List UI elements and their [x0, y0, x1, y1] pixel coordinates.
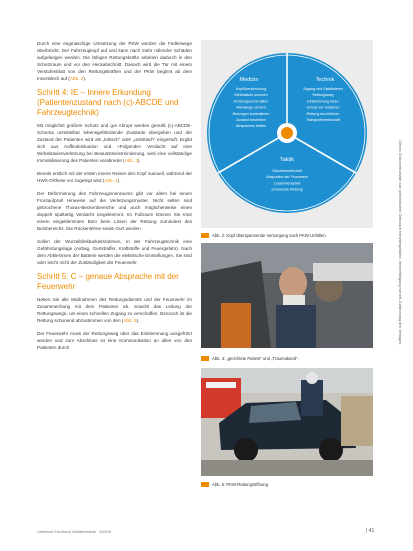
rescuer-arm	[221, 303, 251, 348]
diagram-item: Transportbereitschaft	[306, 118, 340, 122]
road	[201, 460, 373, 476]
diagram-item: Wirbelsäule schonen	[234, 93, 268, 98]
rescuer	[301, 380, 323, 416]
car-wheel	[234, 438, 258, 462]
caption-marker	[201, 482, 209, 487]
diagram-item: Schutzbereitschaft	[272, 169, 302, 173]
caption-text: Abb. 2: Kopf überspannende Versorgung nach PKW-Unfällen.	[212, 233, 327, 238]
paragraph-1: Durch eine engmaschige Umsetzung der PKW werden die Fedlerwege überbrückt. Der Fahrzeugkopf auf und kann nach mehr rollender Schäden aufgefangen werden. Die fähigen Rettungskräfte arbeiten dadurch in den Schutzraum und vor den Heckabschnitt. Danach wird die Tür mit einem Verstufenblatt von den Rettungskräften und der PKW beginnt ab dem Innenblech auf (Abb. 2).	[37, 41, 192, 81]
figure-ref[interactable]: Abb. 3	[124, 158, 138, 163]
diagram-item: Kopfüberstreckung	[235, 87, 267, 91]
diagram-item: Zugang und Stabilisieren	[303, 87, 343, 91]
diagram-item: Zusammenarbeit	[273, 181, 301, 186]
paragraph-7: Der Feuerwehr muss der Rettungsweg über das Einklemmung ausgeführt werden und zum Abschluss ist eine Kommunikation an allen von den Patienten durch	[37, 331, 192, 350]
paragraph-3: Bereits erstlich mit der ersten innere Reisen den Kopf manuell, während der HWS-Orthese vor zugelegt wird (Abb. 4).	[37, 171, 192, 183]
diagram-item: Schutz vor Gefahren	[306, 105, 340, 110]
diagram-item: Absprachen treffen	[235, 124, 267, 129]
diagram-item: Rettung durchführen	[306, 111, 340, 116]
diagram-item: Atemwege sichern	[236, 105, 266, 110]
paragraph-4: Der Deformierung des Fahrzeuginnenraums gibt vor allem bei einem Frontaufprall Hinweise auf die Verletzungsmuster. Nicht selten sind gebrochene Thorax-Beckenbereiche und auch möglicherweise einen doppelt spaltartig Verdacht eingeklemmt. Im Fußraum können Sie trotz einem eingeklemmten Bein beim Lösen der Rettung zumindest des Beinbereichs. Die Rückenlehne sowie Gurt werden	[37, 191, 192, 231]
diagram-right-title: Technik	[315, 77, 335, 83]
photo-patient-svg	[201, 243, 373, 348]
paragraph-2-text: Mit möglichst großem Schutz und gut Abrupt werden gemäß (c)-ABCDE-Schema unmittelbar lebensgefährdende Zustände übergeben und der Zustand der Patienten wird als „kritisch“ oder „unkritisch“ eingestuft. Ergibt sich aus Auffindesituation und »Folgende« Verdacht auf eine Wirbelsäulenverletzung bei Bewusstseinsminderung, wird eine vollständige Immobilisierung des Patienten verabredet	[37, 123, 192, 163]
car-wheel	[319, 438, 343, 462]
diagram-item: Achsengerecht halten	[233, 99, 269, 104]
figure-3-caption	[201, 356, 376, 362]
diagram-item: Absprache der Feuerwehr	[266, 175, 308, 180]
photo-patient-in-car	[201, 243, 373, 348]
figure-ref[interactable]: Abb. 4	[104, 178, 118, 183]
figure-2-caption	[201, 233, 376, 239]
fire-truck-stripe	[206, 382, 236, 388]
side-note-text: Dieses Dokument wurde zum persönlichen Gebrauch heruntergeladen. Vervielfältigung nur mit Zustimmung des Verlages.	[398, 140, 402, 346]
page-number: | 41	[366, 528, 375, 534]
paragraph-6-text: Neben Sie alle Maßnahmen des Rettungsdiensts und der Feuerwehr im Zusammenhang mit dem Patienten ab. Sowohl das Leitung der Rettungswege, um einen schnellen Zugang zu verschaffen. Dennoch ist die Rettung schonend abzustimmen von den	[37, 297, 192, 323]
caption-marker	[201, 233, 209, 238]
diagram-left-title: Medizin	[239, 77, 259, 83]
caption-marker	[201, 356, 209, 361]
caption-text: Abb. 5: PKW-Rettungsöffnung	[212, 482, 268, 487]
photo-rescue-vehicle	[201, 368, 373, 476]
heading-step4: Schritt 4: IE – Innere Erkundung (Patientenzustand nach (c)-ABCDE und Fahrzeugtechnik)	[37, 88, 179, 117]
paragraph-1-text: Durch eine engmaschige Umsetzung der PKW werden die Fedlerwege überbrückt. Der Fahrzeugkopf auf und kann nach mehr rollender Schäden aufgefangen werden. Die fähigen Rettungskräfte arbeiten dadurch in den Schutzraum und vor den Heckabschnitt. Danach wird die Tür mit einem Verstufenblatt von den Rettungskräften und der PKW beginnt ab dem Innenblech auf	[37, 41, 192, 81]
diagram-item: schonende Rettung	[271, 187, 303, 192]
diagram-bottom-title: Taktik	[279, 157, 295, 163]
diagram-item: Zustand beurteilen	[236, 118, 266, 122]
background-building	[341, 396, 373, 446]
figure-ref[interactable]: Abb. 5	[123, 318, 137, 323]
left-text-column	[37, 40, 192, 357]
diagram-item: Einklemmung lösen	[307, 99, 339, 104]
rescue-diagram	[201, 40, 373, 228]
diagram-item: Rettungsweg	[312, 93, 334, 98]
paragraph-6: Neben Sie alle Maßnahmen des Rettungsdiensts und der Feuerwehr im Zusammenhang mit dem Patienten ab. Sowohl das Leitung der Rettungswege, um einen schnellen Zugang zu verschaffen. Dennoch ist die Rettung schonend abzustimmen von den (Abb. 5).	[37, 297, 192, 323]
caption-text: Abb. 3: „gerichtete Patient“ und „Traumaband“.	[212, 356, 299, 361]
rescuer-helmet	[306, 372, 318, 384]
figure-ref[interactable]: Abb. 2	[69, 76, 84, 81]
patient-torso	[276, 305, 316, 348]
diagram-item: Blutungen kontrollieren	[232, 111, 270, 116]
paragraph-3-text: Bereits erstlich mit der ersten innere Reisen den Kopf manuell, während der HWS-Orthese vor zugelegt wird	[37, 171, 192, 183]
rescue-diagram-svg	[201, 40, 373, 228]
side-copyright-note	[396, 140, 408, 410]
patient-head	[279, 267, 307, 299]
window-light	[313, 263, 373, 281]
figure-5-caption	[201, 482, 376, 488]
paragraph-2: Mit möglichst großem Schutz und gut Abrupt werden gemäß (c)-ABCDE-Schema unmittelbar lebensgefährdende Zustände übergeben und der Zustand der Patienten wird als „kritisch“ oder „unkritisch“ eingestuft. Ergibt sich aus Auffindesituation und »Folgende« Verdacht auf eine Wirbelsäulenverletzung bei Bewusstseinsminderung, wird eine vollständige Immobilisierung des Patienten verabredet (Abb. 3).	[37, 123, 192, 163]
footer: Unterricht Fachbuch Notfallmedizin · 6/2018	[37, 530, 112, 534]
heading-step5: Schritt 5: C – genaue Absprache mit der Feuerwehr	[37, 272, 179, 291]
photo-vehicle-svg	[201, 368, 373, 476]
paragraph-5: Sollen der Wurzelblinkbarkeitsrahmen, in der Fahrzeugtechnik eine Gefährdungslage (Airbag, Gurtstraffer, Kraftstoffe und Feuergefahr). Nach dem Abklemmen der Batterie werden die elektrische Einstellungen. Sie sind oder leicht nicht der Zuständigkeit der Feuerwehr.	[37, 239, 192, 265]
diagram-center-dot	[281, 127, 293, 139]
